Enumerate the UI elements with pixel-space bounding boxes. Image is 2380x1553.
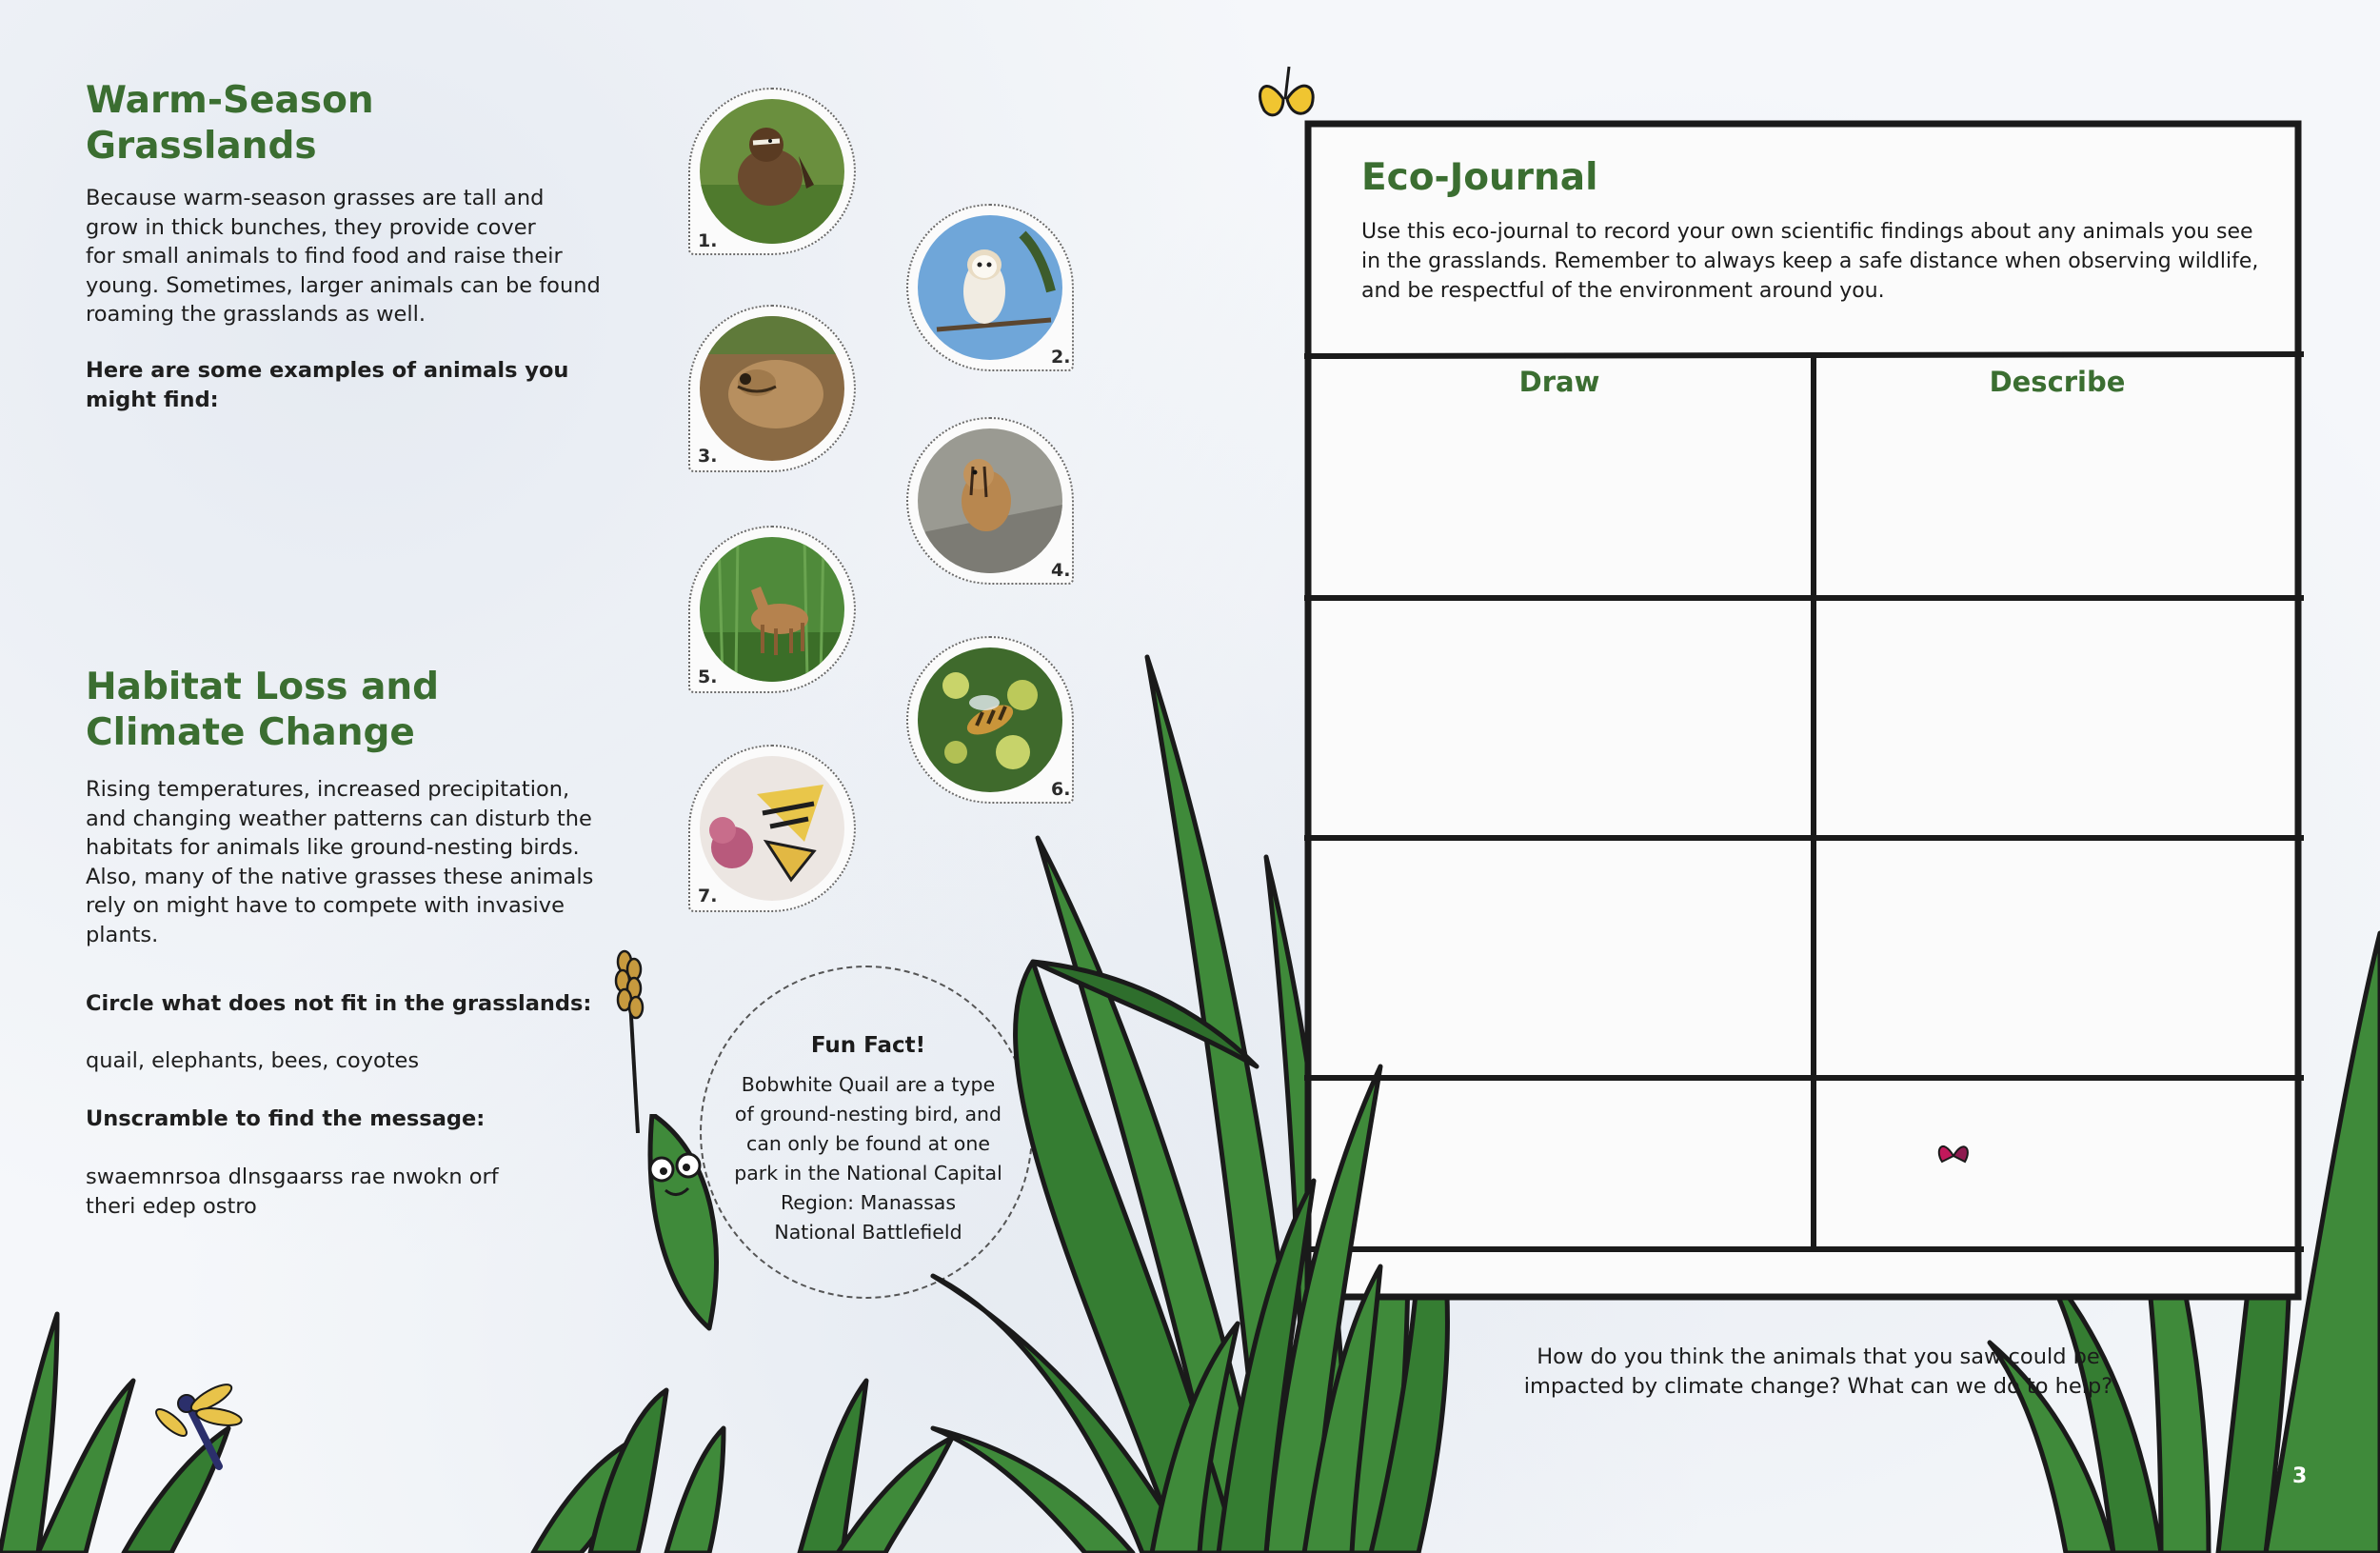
photo-number: 4. (1051, 560, 1071, 581)
eco-journal (1304, 116, 2304, 1325)
draw-cell-1[interactable] (1312, 421, 1809, 592)
leaf-character-icon (633, 1114, 738, 1333)
paragraph-line: for small animals to find food and raise their (86, 244, 563, 269)
paragraph-line: Because warm-season grasses are tall and (86, 186, 545, 210)
journal-intro-line: and be respectful of the environment around you. (1361, 279, 1885, 303)
describe-cell-1[interactable] (1820, 421, 2296, 592)
photo-number: 6. (1051, 779, 1071, 800)
fun-fact-line: Region: Manassas (780, 1191, 956, 1214)
fun-fact-line: of ground-nesting bird, and (734, 1103, 1002, 1125)
column-header-describe: Describe (1989, 366, 2126, 398)
paragraph-line: grow in thick bunches, they provide cover (86, 214, 536, 240)
fun-fact-title: Fun Fact! (810, 1033, 926, 1058)
circle-words[interactable]: quail, elephants, bees, coyotes (86, 1048, 420, 1073)
photo-number: 5. (698, 667, 718, 687)
scrambled-line: theri edep ostro (86, 1193, 257, 1219)
describe-cell-4[interactable] (1820, 1084, 2296, 1245)
page-number: 3 (2292, 1464, 2308, 1488)
paragraph-line: plants. (86, 922, 159, 947)
grass-icon (1095, 952, 1409, 1553)
photo-number: 1. (698, 230, 718, 251)
title-line: Warm-Season (86, 79, 374, 122)
paragraph-line: Rising temperatures, increased precipitation, (86, 777, 570, 802)
paragraph-line: Also, many of the native grasses these animals (86, 864, 594, 889)
dragonfly-icon (152, 1371, 248, 1476)
examples-lead-line: might find: (86, 387, 219, 412)
title-line: Climate Change (86, 711, 415, 754)
journal-title: Eco-Journal (1361, 156, 1598, 199)
butterfly-icon (1247, 61, 1323, 137)
photo-number: 3. (698, 446, 718, 467)
journal-intro-line: Use this eco-journal to record your own scientific findings about any animals you see (1361, 220, 2253, 244)
journal-intro-line: in the grasslands. Remember to always keep a safe distance when observing wildlife, (1361, 249, 2259, 273)
circle-prompt: Circle what does not fit in the grasslands: (86, 991, 592, 1016)
photo-number: 2. (1051, 347, 1071, 368)
fun-fact-line: National Battlefield (774, 1221, 962, 1244)
describe-cell-3[interactable] (1820, 844, 2296, 1072)
scrambled-line: swaemnrsoa dlnsgaarss rae nwokn orf (86, 1165, 499, 1189)
describe-cell-2[interactable] (1820, 604, 2296, 832)
paragraph-line: rely on might have to compete with invasive (86, 893, 565, 918)
fun-fact-line: can only be found at one (746, 1132, 990, 1155)
journal-intro (1361, 217, 2275, 306)
fun-fact-line: Bobwhite Quail are a type (741, 1073, 996, 1096)
fun-fact-line: park in the National Capital (734, 1162, 1002, 1185)
column-header-draw: Draw (1518, 366, 1600, 398)
examples-lead-line: Here are some examples of animals you (86, 358, 569, 383)
paragraph-line: roaming the grasslands as well. (86, 302, 426, 327)
question-line: How do you think the animals that you saw could be (1537, 1344, 2100, 1369)
unscramble-prompt: Unscramble to find the message: (86, 1106, 486, 1131)
title-line: Habitat Loss and (86, 666, 440, 708)
paragraph-line: young. Sometimes, larger animals can be found (86, 272, 601, 298)
small-butterfly-icon (1933, 1131, 1974, 1173)
draw-cell-2[interactable] (1312, 604, 1809, 832)
wheat-stalk-icon (600, 943, 657, 1133)
photo-number: 7. (698, 886, 718, 906)
journal-question (1476, 1343, 2161, 1402)
paragraph-line: and changing weather patterns can disturb the (86, 806, 592, 831)
paragraph-line: habitats for animals like ground-nesting birds. (86, 835, 580, 860)
title-line: Grasslands (86, 125, 317, 168)
question-line: impacted by climate change? What can we do to help? (1523, 1374, 2113, 1399)
